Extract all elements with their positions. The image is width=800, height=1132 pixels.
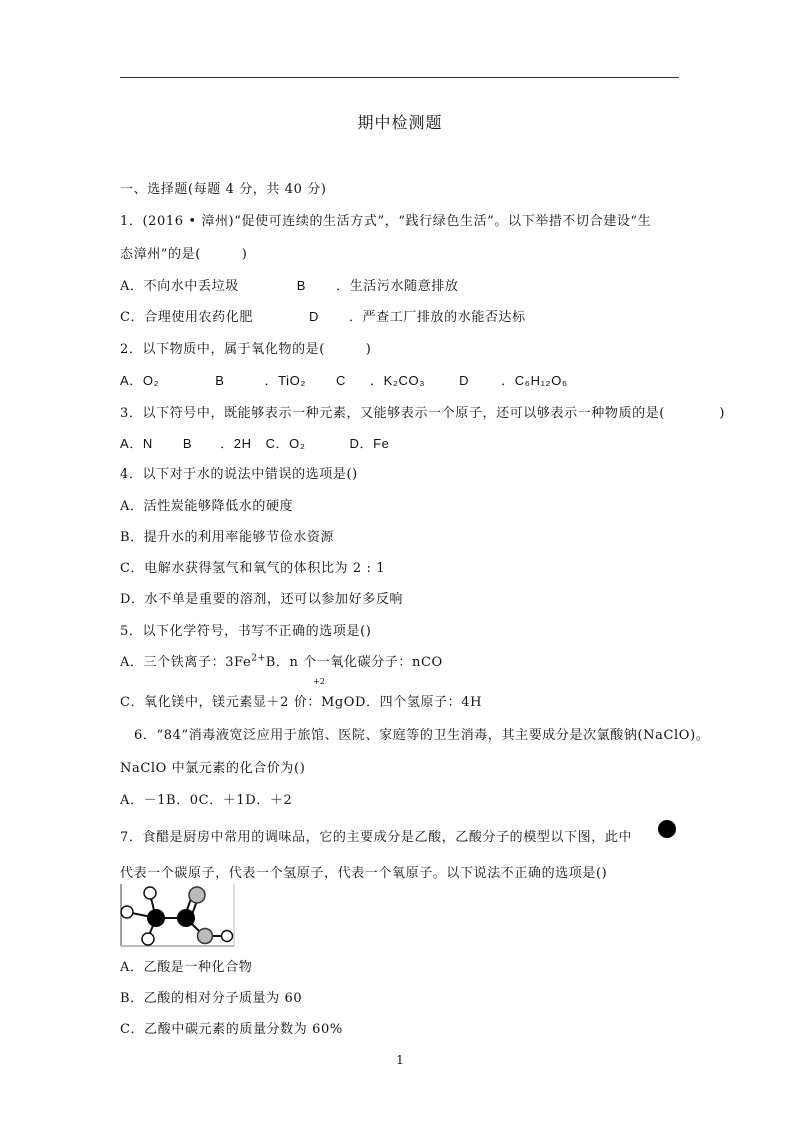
- q1-option-d-letter: D: [308, 309, 319, 324]
- q5-charge-superscript: 2+: [251, 653, 266, 664]
- q3-options: [120, 433, 389, 452]
- q7-option-a: A．乙酸是一种化合物: [120, 960, 253, 975]
- q5-option-b: B．n 个一氧化碳分子：nCO: [265, 655, 443, 670]
- q3-option-a: A．N: [120, 436, 153, 451]
- q4-option-b: B．提升水的利用率能够节俭水资源: [120, 530, 335, 545]
- q2-option-a: A．O₂: [120, 373, 160, 388]
- q4-option-d: D．水不单是重要的溶剂，还可以参加好多反响: [120, 592, 404, 607]
- q2-stem: 2．以下物质中，属于氧化物的是( ): [120, 342, 372, 357]
- q1-options-cd: [120, 306, 526, 325]
- q2-option-d-letter: D: [459, 373, 470, 388]
- q3-option-b-letter: B: [182, 436, 193, 451]
- q4-stem: 4．以下对于水的说法中错误的选项是(): [120, 467, 358, 482]
- q3-option-c: C．O₂: [265, 436, 306, 451]
- q3-option-b-text: ．2H: [220, 436, 252, 451]
- q1-option-c: C．合理使用农药化肥: [120, 310, 253, 325]
- q7-option-c: C．乙酸中碳元素的质量分数为 60%: [120, 1022, 343, 1037]
- q7-option-b: B．乙酸的相对分子质量为 60: [120, 991, 303, 1006]
- q1-stem-cont: 态漳州”的是( ): [120, 247, 248, 262]
- q6-stem-cont: NaClO 中氯元素的化合价为(): [120, 761, 306, 776]
- page-title: 期中检测题: [357, 113, 443, 132]
- q4-option-c: C．电解水获得氢气和氧气的体积比为 2 : 1: [120, 561, 386, 576]
- q6-options: A．－1B．0C．＋1D．＋2: [120, 793, 293, 808]
- q4-option-a: A．活性炭能够降低水的硬度: [120, 499, 294, 514]
- q5-options-ab: [120, 651, 443, 670]
- q1-option-a: A．不向水中丢垃圾: [120, 279, 239, 294]
- q2-option-c-letter: C: [336, 373, 347, 388]
- carbon-atom-legend-icon: [658, 820, 676, 838]
- q2-option-d-text: ．C₆H₁₂O₆: [501, 373, 568, 388]
- q2-option-b-letter: B: [215, 373, 225, 388]
- q1-options-ab: [120, 275, 458, 294]
- header-rule: [120, 77, 679, 78]
- q5-valence-mark: +2: [313, 677, 325, 686]
- q1-option-b-text: ．生活污水随意排放: [336, 279, 459, 294]
- q1-option-d-text: ．严查工厂排放的水能否达标: [348, 310, 526, 325]
- q2-options: [120, 370, 568, 389]
- q7-stem-cont: 代表一个碳原子，代表一个氢原子，代表一个氧原子。以下说法不正确的选项是(): [120, 866, 608, 881]
- page-number: 1: [396, 1053, 404, 1067]
- section-heading: 一、选择题(每题 4 分，共 40 分): [120, 182, 327, 197]
- q2-option-b-text: ．TiO₂: [264, 373, 307, 388]
- acetic-acid-model-image: [120, 882, 236, 948]
- q2-option-c-text: ．K₂CO₃: [370, 373, 426, 388]
- q5-option-a: A．三个铁离子：3Fe: [120, 655, 252, 670]
- q1-option-b-letter: B: [296, 278, 307, 293]
- q5-options-cd: C．氧化镁中，镁元素显＋2 价：MgOD．四个氢原子：4H: [120, 695, 483, 710]
- q3-option-d: D．Fe: [349, 436, 390, 451]
- q6-stem: 6．“84”消毒液宽泛应用于旅馆、医院、家庭等的卫生消毒，其主要成分是次氯酸钠(NaClO)。: [134, 728, 710, 743]
- q7-stem: 7．食醋是厨房中常用的调味品，它的主要成分是乙酸，乙酸分子的模型以下图，此中: [120, 830, 633, 845]
- q5-stem: 5．以下化学符号，书写不正确的选项是(): [120, 624, 372, 639]
- q3-stem: 3．以下符号中，既能够表示一种元素，又能够表示一个原子，还可以够表示一种物质的是( ): [120, 406, 726, 421]
- q1-stem: 1．(2016 • 漳州)“促使可连续的生活方式”，“践行绿色生活”。以下举措不切合建设“生: [120, 214, 652, 229]
